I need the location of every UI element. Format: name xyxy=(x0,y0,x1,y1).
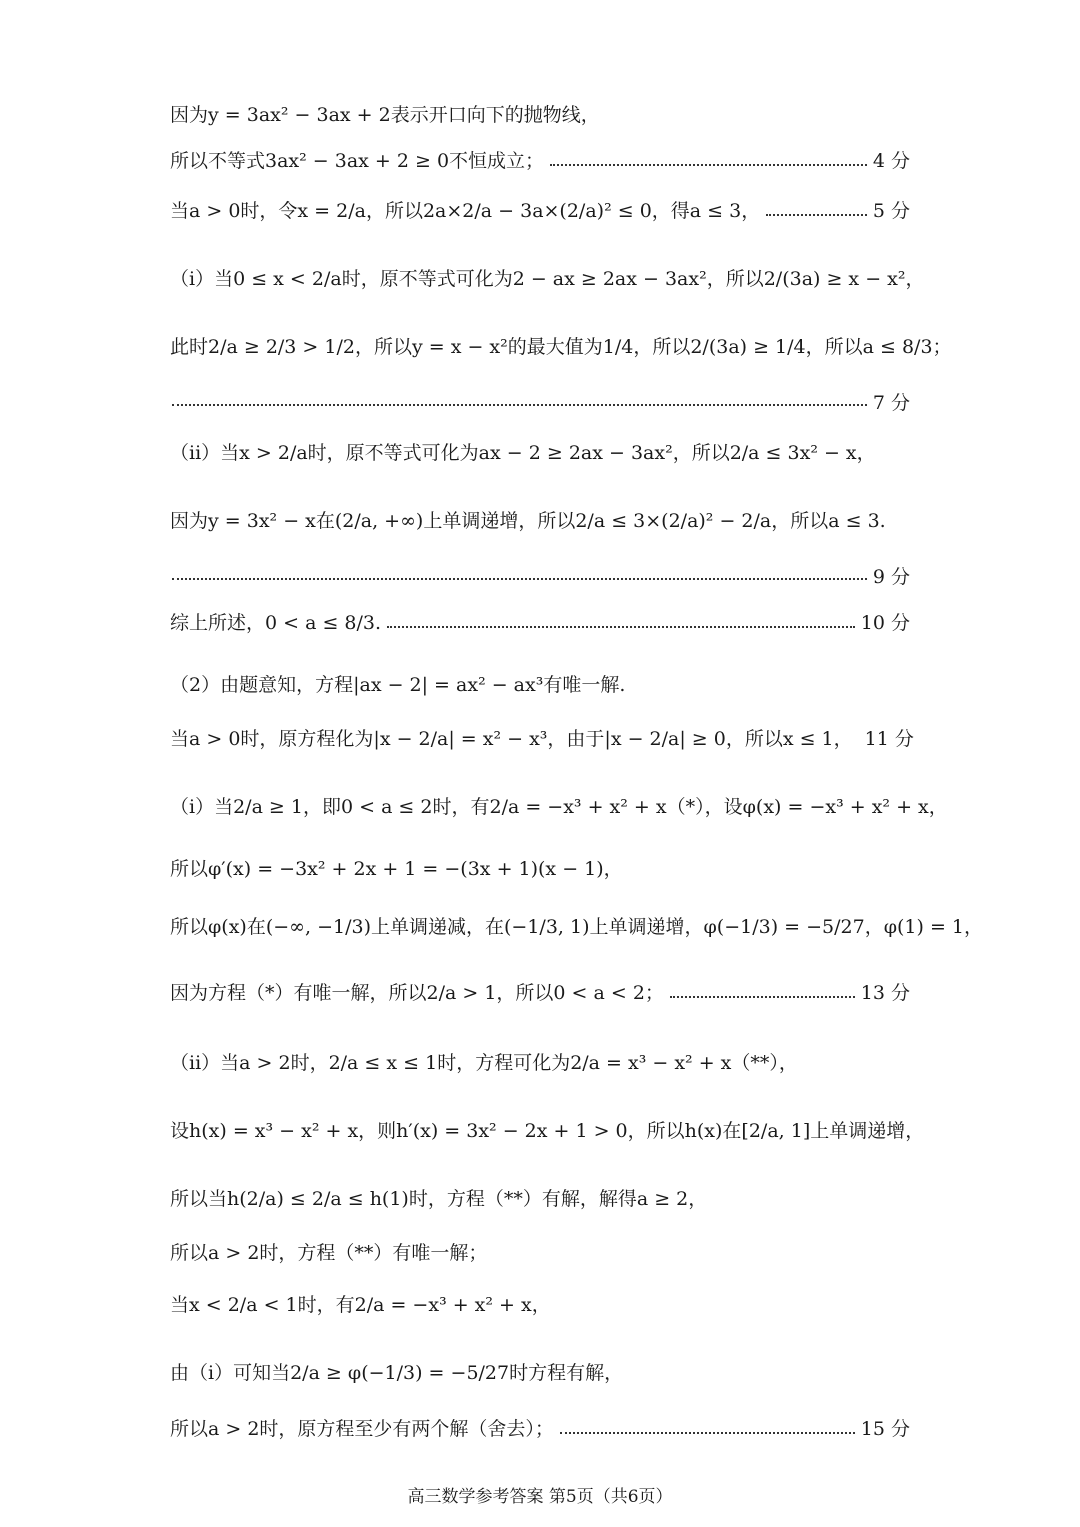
dotted-leader xyxy=(670,984,855,998)
solution-line xyxy=(170,1292,910,1318)
line-text: （i）当2/a ≥ 1，即0 < a ≤ 2时，有2/a = −x³ + x² + x（*），设φ(x) = −x³ + x² + x， xyxy=(170,796,948,818)
solution-line xyxy=(170,198,910,224)
line-text: 所以φ(x)在(−∞, −1/3)上单调递减，在(−1/3, 1)上单调递增，φ(−1/3) = −5/27，φ(1) = 1， xyxy=(170,916,984,938)
solution-line xyxy=(170,610,910,636)
solution-line xyxy=(170,440,910,466)
solution-line xyxy=(170,102,910,128)
solution-line xyxy=(170,980,910,1006)
solution-line xyxy=(170,914,984,940)
line-text: 设h(x) = x³ − x² + x，则h′(x) = 3x² − 2x + 1 > 0，所以h(x)在[2/a, 1]上单调递增， xyxy=(170,1120,925,1142)
line-text: 因为y = 3ax² − 3ax + 2表示开口向下的抛物线， xyxy=(170,104,600,126)
score-mark: 15 分 xyxy=(860,1418,910,1440)
solution-line xyxy=(170,508,910,534)
score-line xyxy=(172,562,910,588)
dotted-leader xyxy=(172,392,867,406)
line-text: 所以当h(2/a) ≤ 2/a ≤ h(1)时，方程（**）有解，解得a ≥ 2， xyxy=(170,1188,708,1210)
solution-line xyxy=(170,1240,910,1266)
line-text: 当a > 0时，原方程化为|x − 2/a| = x² − x³，由于|x − 2/a| ≥ 0，所以x ≤ 1， xyxy=(170,728,853,750)
dotted-leader xyxy=(172,566,867,580)
solution-line xyxy=(170,1360,910,1386)
solution-line xyxy=(170,334,952,360)
line-text: 由（i）可知当2/a ≥ φ(−1/3) = −5/27时方程有解， xyxy=(170,1362,624,1384)
line-text: （2）由题意知，方程|ax − 2| = ax² − ax³有唯一解. xyxy=(170,674,626,696)
page-footer: 高三数学参考答案 第5页（共6页） xyxy=(407,1487,673,1507)
line-text: 所以不等式3ax² − 3ax + 2 ≥ 0不恒成立； xyxy=(170,150,545,172)
line-text: 当a > 0时，令x = 2/a，所以2a×2/a − 3a×(2/a)² ≤ 0，得a ≤ 3， xyxy=(170,200,761,222)
solution-line xyxy=(170,794,948,820)
line-text: 所以φ′(x) = −3x² + 2x + 1 = −(3x + 1)(x − 1)， xyxy=(170,858,623,880)
line-text: 此时2/a ≥ 2/3 > 1/2，所以y = x − x²的最大值为1/4，所以2/(3a) ≥ 1/4，所以a ≤ 8/3； xyxy=(170,336,952,358)
line-text: （ii）当x > 2/a时，原不等式可化为ax − 2 ≥ 2ax − 3ax²，所以2/a ≤ 3x² − x， xyxy=(170,442,876,464)
line-text: 当x < 2/a < 1时，有2/a = −x³ + x² + x， xyxy=(170,1294,551,1316)
dotted-leader xyxy=(560,1420,855,1434)
dotted-leader xyxy=(387,614,855,628)
line-text: 综上所述，0 < a ≤ 8/3. xyxy=(170,612,382,634)
score-mark: 9 分 xyxy=(872,565,910,588)
line-text: 所以a > 2时，原方程至少有两个解（舍去）； xyxy=(170,1418,554,1440)
line-text: 所以a > 2时，方程（**）有唯一解； xyxy=(170,1242,488,1264)
dotted-leader xyxy=(550,152,867,166)
score-mark: 7 分 xyxy=(872,391,910,414)
score-mark: 5 分 xyxy=(872,200,910,222)
solution-line xyxy=(170,1186,910,1212)
solution-line xyxy=(170,856,910,882)
solution-line xyxy=(170,1416,910,1442)
solution-line xyxy=(170,1118,925,1144)
score-mark: 4 分 xyxy=(872,150,910,172)
solution-line xyxy=(170,672,910,698)
line-text: （ii）当a > 2时，2/a ≤ x ≤ 1时，方程可化为2/a = x³ − x² + x（**）， xyxy=(170,1052,798,1074)
solution-line xyxy=(170,1050,910,1076)
score-mark: 11 分 xyxy=(864,728,914,750)
solution-line xyxy=(170,266,925,292)
solution-line xyxy=(170,148,910,174)
dotted-leader xyxy=(766,202,867,216)
score-mark: 10 分 xyxy=(860,612,910,634)
line-text: 因为方程（*）有唯一解，所以2/a > 1，所以0 < a < 2； xyxy=(170,982,664,1004)
line-text: 因为y = 3x² − x在(2/a, +∞)上单调递增，所以2/a ≤ 3×(2/a)² − 2/a，所以a ≤ 3. xyxy=(170,510,886,532)
solution-line xyxy=(170,726,914,752)
line-text: （i）当0 ≤ x < 2/a时，原不等式可化为2 − ax ≥ 2ax − 3ax²，所以2/(3a) ≥ x − x²， xyxy=(170,268,925,290)
score-mark: 13 分 xyxy=(860,982,910,1004)
score-line xyxy=(172,388,910,414)
